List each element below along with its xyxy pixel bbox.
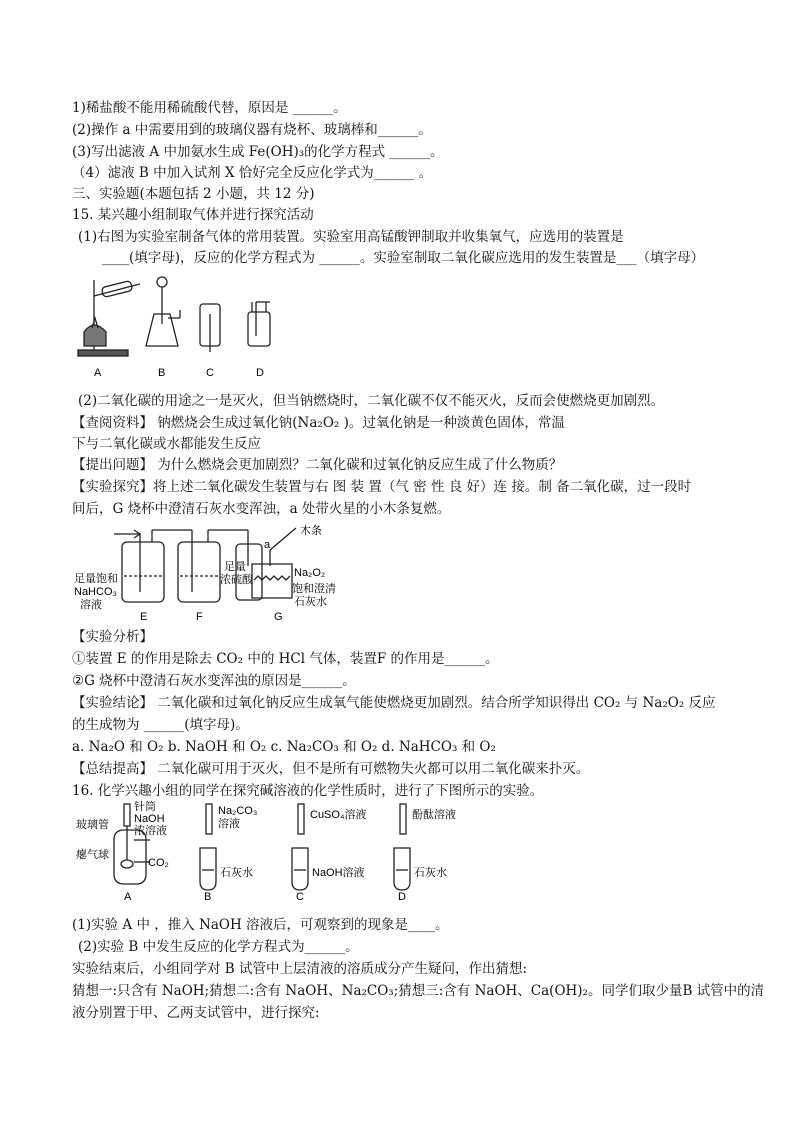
question-3-line: (3)写出滤液 A 中加氨水生成 Fe(OH)₃的化学方程式 ______。	[72, 144, 444, 160]
question-2-line: (2)操作 a 中需要用到的玻璃仪器有烧杯、玻璃棒和______。	[72, 122, 432, 138]
experiment-figure-abcd	[76, 800, 496, 904]
fig2-label-a: a	[264, 539, 271, 551]
apparatus-figure-efg	[74, 520, 364, 630]
experiment-explore-line: 【实验探究】将上述二氧化碳发生装置与右 图 装 置（气 密 性 良 好）连 接。制 备二氧化碳，过一段时	[72, 479, 692, 495]
section-heading: 三、实验题(本题包括 2 小题，共 12 分)	[72, 186, 315, 202]
q16-part1-line: (1)实验 A 中 ，推入 NaOH 溶液后，可观察到的现象是____。	[72, 917, 449, 933]
apparatus-figure-abcd	[72, 272, 292, 384]
q16-hypothesis-line: 猜想一:只含有 NaOH;猜想二:含有 NaOH、Na₂CO₃;猜想三:含有 NaOH、Ca(OH)₂。同学们取少量B 试管中的清	[72, 983, 765, 999]
question-15-title: 15. 某兴趣小组制取气体并进行探究活动	[72, 207, 314, 223]
analysis-item-1: ①装置 E 的作用是除去 CO₂ 中的 HCl 气体，装置F 的作用是______。	[72, 651, 499, 667]
fig3-b-text-3: 石灰水	[220, 867, 253, 879]
fig3-a-text-2: NaOH	[134, 813, 165, 825]
fig1-label-b: B	[158, 367, 166, 379]
experiment-explore-line2: 间后，G 烧杯中澄清石灰水变浑浊，a 处带火星的小木条复燃。	[72, 501, 451, 517]
fig3-c-text-2: NaOH溶液	[312, 867, 365, 879]
fig2-e-text-1: 足量饱和	[74, 573, 118, 585]
fig3-d-text-2: 石灰水	[414, 867, 447, 879]
analysis-heading: 【实验分析】	[72, 629, 153, 645]
fig3-d-text-1: 酚酞溶液	[412, 809, 456, 821]
fig2-f-text-2: 浓硫酸	[220, 574, 253, 586]
analysis-item-2: ②G 烧杯中澄清石灰水变浑浊的原因是______。	[72, 673, 356, 689]
fig3-a-text-4: 玻璃管	[76, 819, 109, 831]
fig3-a-text-6: CO₂	[148, 857, 169, 869]
q15-part1-line: (1)右图为实验室制备气体的常用装置。实验室用高锰酸钾制取并收集氧气，应选用的装置是	[78, 229, 624, 245]
fig2-e-text-3: 溶液	[80, 599, 102, 611]
question-1-line: 1)稀盐酸不能用稀硫酸代替，原因是 ______。	[72, 100, 347, 116]
q16-part2-line: (2)实验 B 中发生反应的化学方程式为______。	[78, 939, 359, 955]
fig3-c-text-1: CuSO₄溶液	[310, 809, 367, 821]
fig3-b-text-2: 溶液	[218, 818, 240, 830]
q15-part1-line2: ____(填字母)，反应的化学方程式为 ______。实验室制取二氧化碳应选用的发生装置是___（填字母）	[102, 250, 705, 266]
q16-doubt-line: 实验结束后，小组同学对 B 试管中上层清液的溶质成分产生疑问，作出猜想:	[72, 961, 528, 977]
fig3-b-text-1: Na₂CO₃	[218, 805, 258, 817]
q16-hypothesis-line2: 液分别置于甲、乙两支试管中，进行探究:	[72, 1005, 320, 1021]
question-raised-line: 【提出问题】 为什么燃烧会更加剧烈？二氧化碳和过氧化钠反应生成了什么物质？	[72, 457, 563, 473]
fig2-g-text-1: Na₂O₂	[294, 567, 326, 579]
fig3-label-a: A	[124, 891, 132, 903]
fig2-label-g: G	[274, 611, 283, 623]
fig3-a-text-1: 针筒	[134, 801, 156, 813]
question-4-line: （4）滤液 B 中加入试剂 X 恰好完全反应化学式为______ 。	[72, 165, 433, 181]
fig1-label-a: A	[94, 367, 102, 379]
fig1-label-c: C	[206, 367, 214, 379]
fig2-stick-text: 木条	[300, 525, 322, 537]
conclusion-line: 【实验结论】 二氧化碳和过氧化钠反应生成氧气能使燃烧更加剧烈。结合所学知识得出 CO₂ 与 Na₂O₂ 反应	[72, 695, 716, 711]
fig3-a-text-5: 瘪气球	[76, 849, 109, 861]
question-16-title: 16. 化学兴趣小组的同学在探究碱溶液的化学性质时，进行了下图所示的实验。	[72, 783, 544, 799]
reference-material-line2: 下与二氧化碳或水都能发生反应	[72, 436, 261, 452]
fig2-e-text-2: NaHCO₃	[74, 586, 117, 598]
fig3-label-c: C	[296, 891, 304, 903]
fig3-label-d: D	[398, 891, 406, 903]
fig2-g-text-2: 饱和澄清	[292, 583, 336, 595]
q15-part2-line: (2)二氧化碳的用途之一是灭火，但当钠燃烧时，二氧化碳不仅不能灭火，反而会使燃烧更加剧烈。	[78, 393, 665, 409]
fig3-label-b: B	[204, 891, 212, 903]
fig2-g-text-3: 石灰水	[294, 596, 327, 608]
fig2-label-f: F	[196, 611, 203, 623]
summary-line: 【总结提高】 二氧化碳可用于灭火，但不是所有可燃物失火都可以用二氧化碳来扑灭。	[72, 761, 590, 777]
fig3-a-text-3: 浓溶液	[134, 825, 167, 837]
fig1-label-d: D	[256, 367, 264, 379]
fig2-label-e: E	[140, 611, 148, 623]
conclusion-line2: 的生成物为 ______(填字母)。	[72, 717, 249, 733]
reference-material-line: 【查阅资料】 钠燃烧会生成过氧化钠(Na₂O₂ )。过氧化钠是一种淡黄色固体，常温	[72, 415, 565, 431]
fig2-f-text-1: 足量	[224, 561, 246, 573]
answer-options-line: a. Na₂O 和 O₂ b. NaOH 和 O₂ c. Na₂CO₃ 和 O₂ d. NaHCO₃ 和 O₂	[72, 739, 496, 755]
